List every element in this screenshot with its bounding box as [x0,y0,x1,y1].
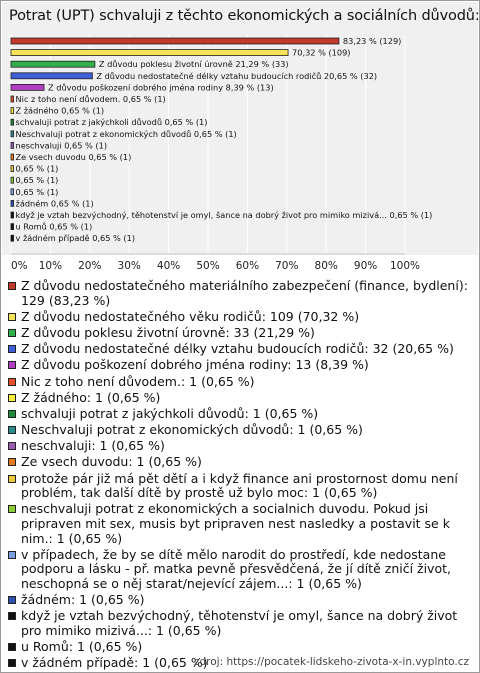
legend-swatch [8,329,16,337]
legend-label: schvaluji potrat z jakýchkoli důvodů: 1 (0,65 %) [21,405,319,421]
legend-label: Z důvodu nedostatečné délky vztahu budoucích rodičů: 32 (20,65 %) [21,341,454,357]
legend-swatch [8,426,16,434]
bar-label: 0,65 % (1) [15,163,59,174]
bar-label: 0,65 % (1) [15,186,59,197]
x-tick-label: 20% [78,260,102,272]
legend-item [8,391,474,406]
legend-item [8,640,474,655]
source-credit: zdroj: https://pocatek-lidskeho-zivota-x-in.vyplnto.cz [193,656,469,668]
x-tick-label: 30% [117,260,141,272]
bar-label: v žádném případě 0,65 % (1) [15,233,136,244]
legend-swatch [8,378,16,386]
legend-swatch [8,410,16,418]
legend-item [8,310,474,325]
bar-label: neschvaluji 0,65 % (1) [15,140,108,151]
legend-swatch [8,442,16,450]
legend-swatch [8,659,16,667]
legend-swatch [8,394,16,402]
x-tick-label: 60% [235,260,260,272]
legend-item [8,455,474,470]
bar [11,73,92,79]
legend-label: Z důvodu poklesu životní úrovně: 33 (21,29 %) [21,324,315,340]
x-tick-label: 40% [156,260,181,272]
legend-label: neschvaluji potrat z ekonomických a socialnich duvodu. Pokud jsi pripraven mit sex, musis byt pripraven nest nasledky a postavit se k nim.: 1 (0,65 %) [21,501,450,546]
legend-item [8,548,474,592]
legend-label: žádném: 1 (0,65 %) [21,592,145,608]
legend-item [8,593,474,608]
legend-item [8,375,474,390]
bar [11,84,44,90]
bar-label: Z žádného 0,65 % (1) [15,105,105,116]
legend-swatch [8,643,16,651]
x-tick-label: 100% [389,260,421,272]
bar [11,61,95,67]
chart-svg [1,1,480,276]
bar [11,50,288,56]
bar [11,235,14,241]
x-tick-label: 80% [314,260,338,272]
legend-item [8,326,474,341]
bar [11,131,14,137]
bar-label: Neschvaluji potrat z ekonomických důvodů 0,65 % (1) [15,128,237,139]
bar-label: u Romů 0,65 % (1) [15,221,93,232]
bar-label: když je vztah bezvýchodný, těhotenství je omyl, šance na dobrý život pro mimiko mizivá... 0,65 % (1) [15,210,433,220]
legend-label: Nic z toho není důvodem.: 1 (0,65 %) [21,373,255,389]
legend [8,279,474,673]
x-tick-label: 0% [11,260,28,272]
bar [11,200,14,206]
legend-label: protože pár již má pět dětí a i když finance ani prostornost domu není problém, tak další dítě by prostě už bylo moc: 1 (0,65 %) [21,470,458,501]
legend-swatch [8,596,16,604]
bar [11,189,14,195]
bar [11,166,14,172]
legend-label: Z žádného: 1 (0,65 %) [21,389,161,405]
legend-swatch [8,475,16,483]
legend-swatch [8,361,16,369]
legend-label: Ze vsech duvodu: 1 (0,65 %) [21,454,202,470]
legend-label: Z důvodu nedostatečného materiálního zabezpečení (finance, bydlení): 129 (83,23 %) [21,278,468,308]
legend-swatch [8,612,16,620]
legend-label: neschvaluji: 1 (0,65 %) [21,438,165,454]
x-tick-label: 50% [196,260,220,272]
legend-swatch [8,313,16,321]
x-tick-label: 10% [38,260,63,272]
bar-label: Z důvodu poškození dobrého jména rodiny 8,39 % (13) [48,82,274,93]
legend-swatch [8,551,16,559]
bar [11,177,14,183]
bar-label: schvaluji potrat z jakýchkoli důvodů 0,65 % (1) [15,117,208,128]
bar [11,119,14,125]
bar [11,212,14,218]
legend-swatch [8,345,16,353]
legend-item [8,358,474,373]
legend-swatch [8,458,16,466]
bar-label: žádném 0,65 % (1) [15,198,94,209]
legend-item [8,502,474,546]
legend-item [8,439,474,454]
x-tick-label: 70% [275,260,299,272]
x-tick-label: 90% [353,260,378,272]
legend-item [8,472,474,501]
bar-label: 83,23 % (129) [342,36,402,46]
bar [11,224,14,230]
bar-label: Nic z toho není důvodem. 0,65 % (1) [15,94,166,104]
legend-label: Z důvodu nedostatečného věku rodičů: 109 (70,32 %) [21,308,360,324]
bar-label: 70,32 % (109) [292,47,351,58]
legend-swatch [8,282,16,290]
bar [11,108,14,114]
legend-item [8,609,474,638]
legend-item [8,423,474,438]
bar-label: 0,65 % (1) [15,175,59,186]
legend-item [8,279,474,308]
legend-label: Z důvodu poškození dobrého jména rodiny: 13 (8,39 %) [21,357,369,373]
legend-label: Neschvaluji potrat z ekonomických důvodů: 1 (0,65 %) [21,422,363,438]
bar-label: Z důvodu poklesu životní úrovně 21,29 % (33) [98,59,289,70]
bar [11,96,14,102]
legend-label: v případech, že by se dítě mělo narodit do prostředí, kde nedostane podporu a lásku - př. matka pevně přesvědčená, že jí dítě zničí život, neschopná se o něj starat/nejevící zájem...: 1 (0,65 %) [21,546,451,591]
legend-item [8,407,474,422]
legend-label: když je vztah bezvýchodný, těhotenství je omyl, šance na dobrý život pro mimiko mizivá...: 1 (0,65 %) [21,608,458,638]
legend-label: u Romů: 1 (0,65 %) [21,639,143,655]
chart-title: Potrat (UPT) schvaluji z těchto ekonomických a sociálních důvodů: [9,8,480,24]
bar [11,154,14,160]
legend-item [8,342,474,357]
legend-swatch [8,505,16,513]
legend-label: v žádném případě: 1 (0,65 %) [21,655,208,671]
bar [11,142,14,148]
bar-label: Z důvodu nedostatečné délky vztahu budoucích rodičů 20,65 % (32) [96,70,378,81]
bar-label: Ze vsech duvodu 0,65 % (1) [15,152,132,162]
bar [11,38,339,44]
